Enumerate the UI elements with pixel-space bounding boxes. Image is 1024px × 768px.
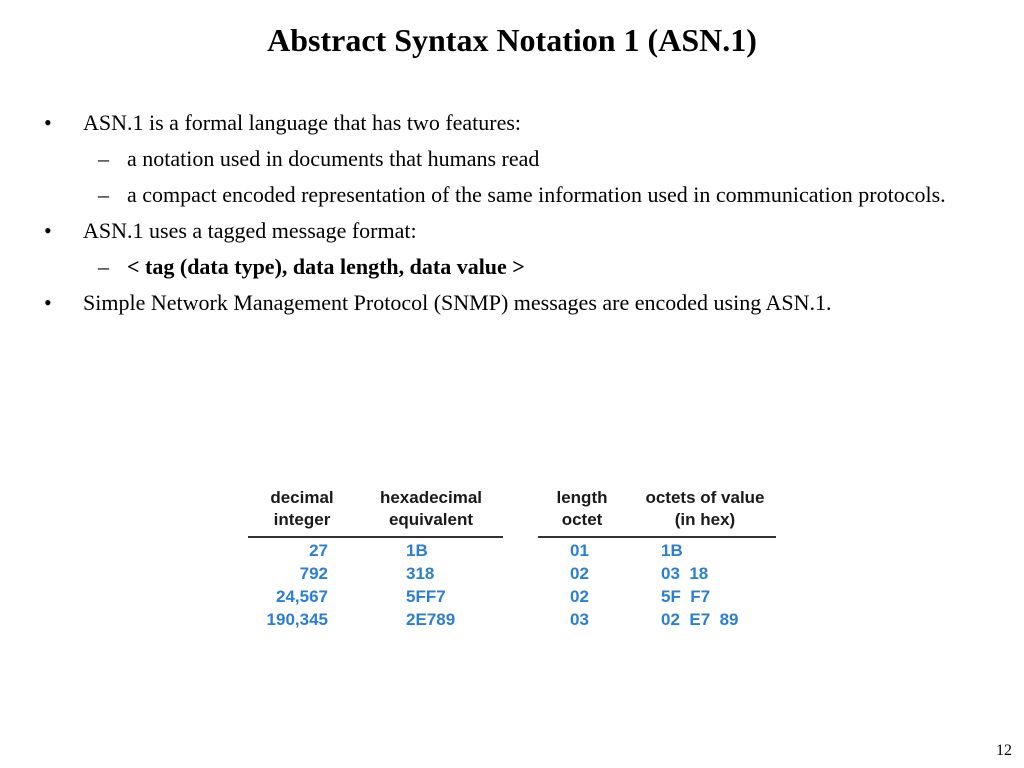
sub-bullet-text: a notation used in documents that humans read	[127, 146, 540, 171]
header-line: hexadecimal	[379, 488, 483, 507]
hex-cell: 5FF7	[406, 587, 446, 606]
sub-bullet-text: a compact encoded representation of the same information used in communication protocols.	[127, 182, 946, 207]
dash-marker: –	[98, 182, 109, 207]
length-cell: 02	[570, 587, 589, 606]
header-line: decimal	[270, 488, 334, 507]
decimal-header	[252, 487, 352, 531]
hex-cell: 1B	[406, 541, 428, 560]
dash-marker: –	[98, 146, 109, 171]
decimal-cell: 24,567	[276, 587, 328, 606]
bullet-text: Simple Network Management Protocol (SNMP) messages are encoded using ASN.1.	[83, 290, 832, 315]
header-rule-left	[248, 536, 503, 538]
header-rule-right	[538, 536, 776, 538]
octets-cell: 5F F7	[661, 587, 711, 606]
sub-bullet-item	[44, 252, 994, 282]
bullet-item	[44, 288, 994, 318]
header-line: octets of value	[645, 488, 765, 507]
length-cell: 01	[570, 541, 589, 560]
bullet-item	[44, 216, 994, 246]
slide-title: Abstract Syntax Notation 1 (ASN.1)	[267, 22, 757, 58]
decimal-cell: 190,345	[266, 610, 328, 629]
encoding-table	[248, 487, 778, 637]
header-line: (in hex)	[674, 510, 736, 529]
dash-marker: –	[98, 254, 109, 279]
bullet-list	[44, 108, 994, 324]
sub-bullet-item	[44, 144, 994, 174]
decimal-cell: 792	[299, 564, 328, 583]
sub-bullet-item	[44, 180, 994, 210]
hex-cell: 318	[406, 564, 435, 583]
decimal-cell: 27	[309, 541, 328, 560]
bullet-marker: •	[44, 218, 52, 243]
header-line: octet	[561, 510, 603, 529]
bullet-text: ASN.1 is a formal language that has two features:	[83, 110, 522, 135]
bullet-item	[44, 108, 994, 138]
hex-cell: 2E789	[406, 610, 456, 629]
bullet-text: ASN.1 uses a tagged message format:	[83, 218, 417, 243]
header-line: length	[556, 488, 608, 507]
bullet-marker: •	[44, 290, 52, 315]
header-line: integer	[273, 510, 331, 529]
octets-header	[632, 487, 778, 531]
tag-format-text: < tag (data type), data length, data value >	[127, 254, 525, 279]
octets-cell: 02 E7 89	[661, 610, 739, 629]
bullet-marker: •	[44, 110, 52, 135]
page-number: 12	[996, 742, 1012, 759]
octets-cell: 1B	[661, 541, 683, 560]
length-cell: 02	[570, 564, 589, 583]
length-cell: 03	[570, 610, 589, 629]
header-line: equivalent	[388, 510, 474, 529]
hex-header	[366, 487, 496, 531]
octets-cell: 03 18	[661, 564, 709, 583]
length-header	[542, 487, 622, 531]
